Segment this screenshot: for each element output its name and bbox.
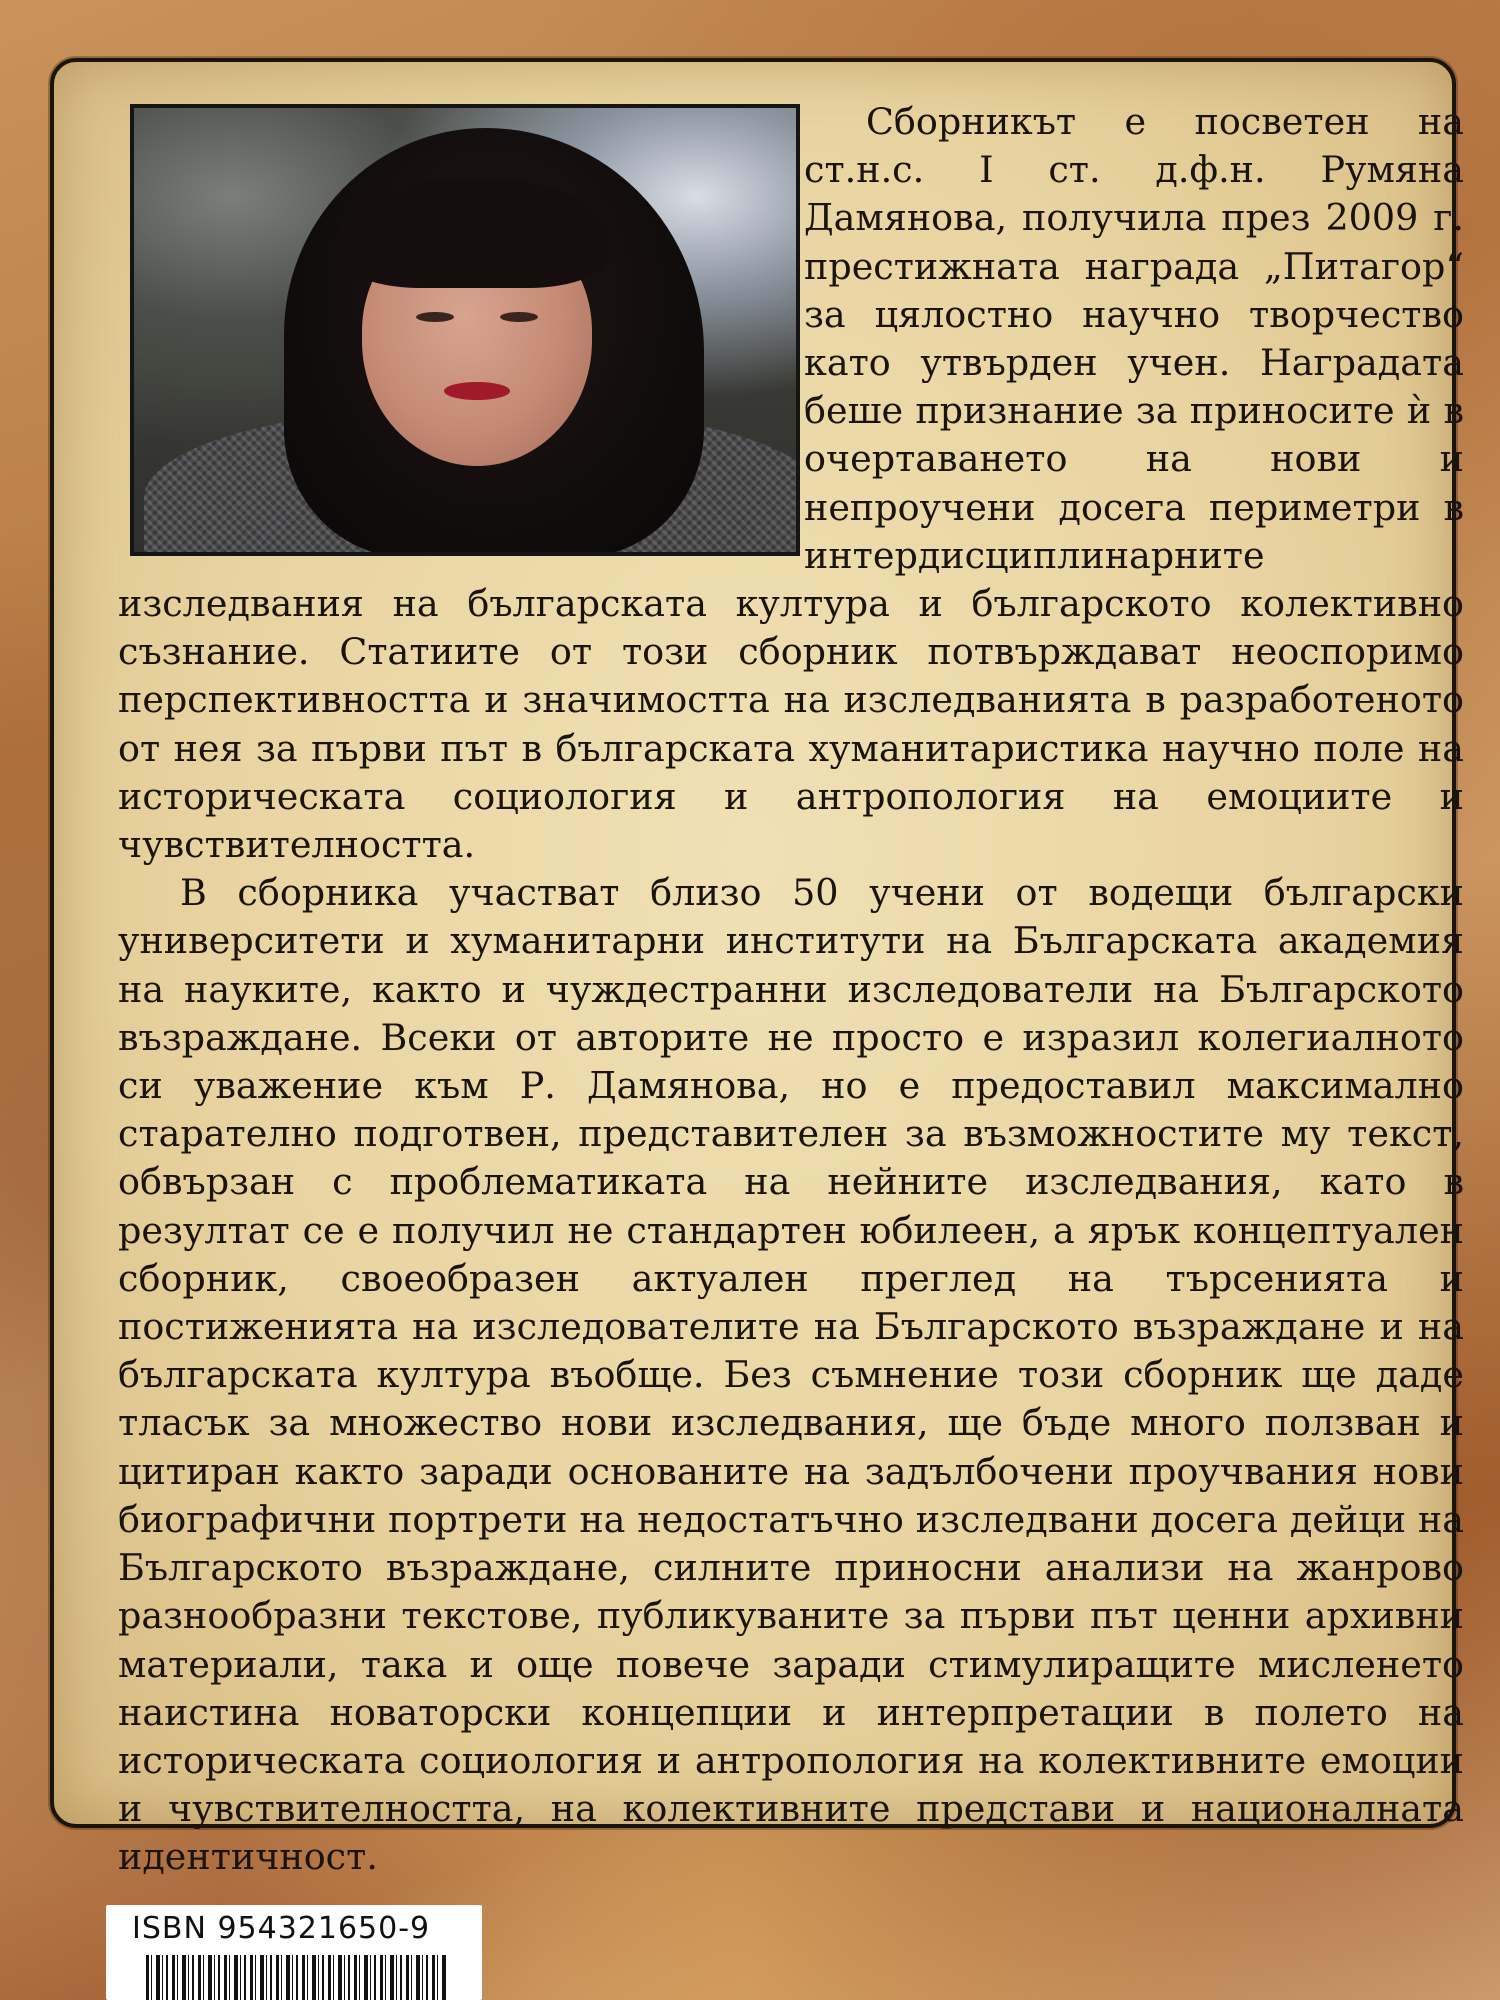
description-text bbox=[118, 98, 1464, 1882]
paragraph-dedication: Сборникът е посветен на ст.н.с. I ст. д.ф.н. Румяна Дамянова, получила през 2009 г. престижната награда „Питагор“ за цялостно научно творчество като утвърден учен. Наградата беше признание за приносите ѝ в очертаването на нови и непроучени досега периметри в интердисциплинарните изследвания на българската култура и българското колективно съзнание. Статиите от този сборник потвърждават неоспоримо перспективността и значимостта на изследванията в разработеното от нея за първи път в българската хуманитаристика научно поле на историческата социология и антропология на емоциите и чувствителността. bbox=[118, 100, 1464, 867]
portrait-spacer bbox=[118, 98, 804, 570]
isbn-number: ISBN 954321650-9 bbox=[132, 1911, 431, 1946]
barcode-bars bbox=[146, 1955, 446, 2000]
paragraph-contributors: В сборника участват близо 50 учени от водещи български университети и хуманитарни институти на Българската академия на науките, както и чуждестранни изследователи на Българското възраждане. Всеки от авторите не просто е изразил колегиалното си уважение към Р. Дамянова, но е предоставил максимално старателно подготвен, представителен за възможностите му текст, обвързан с проблематиката на нейните изследвания, като в резултат се е получил не стандартен юбилеен, а ярък концептуален сборник, своеобразен актуален преглед на търсенията и постиженията на изследователите на Българското възраждане и на българската култура въобще. Без съмнение този сборник ще даде тласък за множество нови изследвания, ще бъде много ползван и цитиран както заради основаните на задълбочени проучвания нови биографични портрети на недостатъчно изследвани досега дейци на Българското възраждане, силните приносни анализи на жанрово разнообразни текстове, публикуваните за първи път ценни архивни материали, така и още повече заради стимулиращите мисленето наистина новаторски концепции и интерпретации в полето на историческата социология и антропология на колективните емоции и чувствителността, на колективните представи и националната идентичност. bbox=[118, 871, 1464, 1879]
back-cover-panel bbox=[50, 58, 1464, 1879]
barcode-label bbox=[106, 1905, 482, 2000]
